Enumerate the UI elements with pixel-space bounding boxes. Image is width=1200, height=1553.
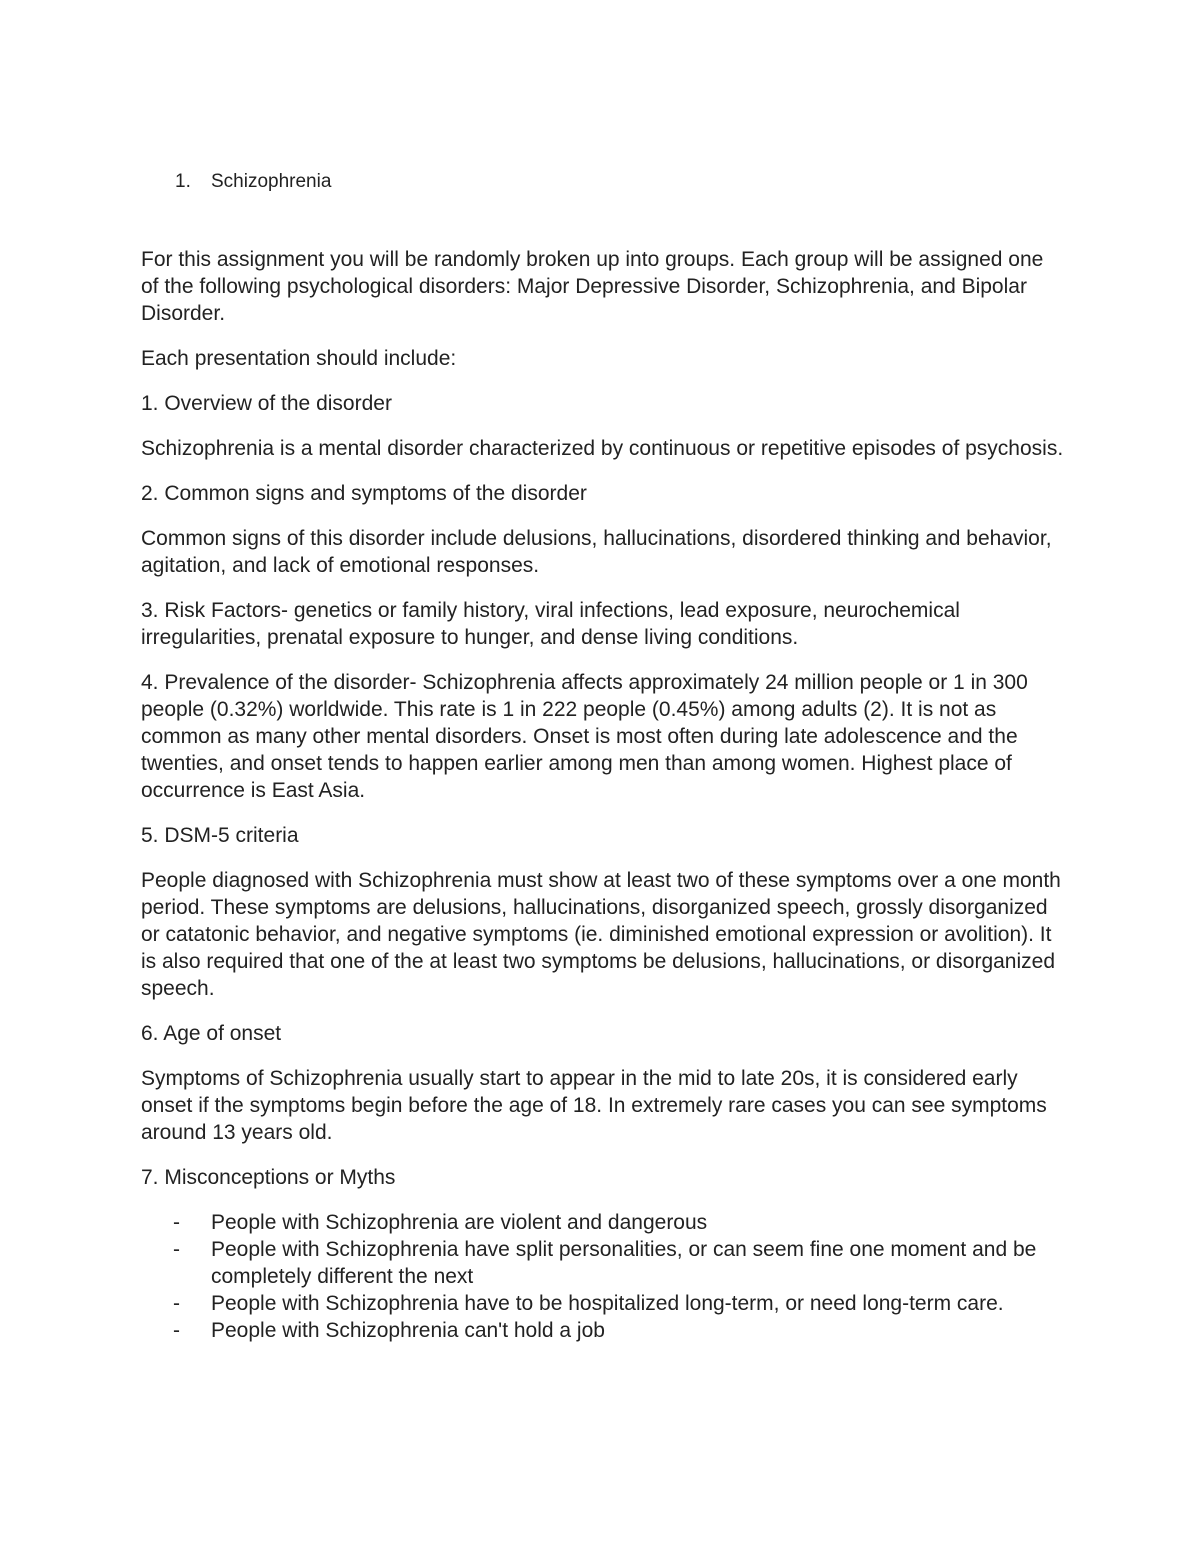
bullet-dash: - — [173, 1238, 180, 1261]
list-item-text: People with Schizophrenia are violent and dangerous — [211, 1211, 708, 1234]
document-title — [175, 168, 1066, 195]
section-body-overview: Schizophrenia is a mental disorder characterized by continuous or repetitive episodes of psychosis. — [141, 437, 1064, 460]
list-item — [141, 1290, 1066, 1317]
section-heading-age-onset: 6. Age of onset — [141, 1022, 282, 1045]
prevalence-paragraph: 4. Prevalence of the disorder- Schizophrenia affects approximately 24 million people or 1 in 300 people (0.32%) worldwide. This rate is 1 in 222 people (0.45%) among adults (2). It is not as common as many other mental disorders. Onset is most often during late adolescence and the twenties, and onset tends to happen earlier among men than among women. Highest place of occurrence is East Asia. — [141, 671, 1028, 802]
section-heading-dsm: 5. DSM-5 criteria — [141, 824, 299, 847]
section-body-symptoms: Common signs of this disorder include delusions, hallucinations, disordered thinking and behavior, agitation, and lack of emotional responses. — [141, 527, 1052, 577]
document-page — [141, 168, 1066, 1344]
title-text: Schizophrenia — [211, 171, 332, 192]
list-item-text: People with Schizophrenia can't hold a job — [211, 1319, 605, 1342]
list-item — [141, 1317, 1066, 1344]
bullet-dash: - — [173, 1319, 180, 1342]
list-item — [141, 1209, 1066, 1236]
bullet-dash: - — [173, 1292, 180, 1315]
myths-list — [141, 1209, 1066, 1344]
intro-paragraph: For this assignment you will be randomly broken up into groups. Each group will be assigned one of the following psychological disorders: Major Depressive Disorder, Schizophrenia, and Bipolar Disorder. — [141, 248, 1044, 325]
list-item-text: People with Schizophrenia have split personalities, or can seem fine one moment and be completely different the next — [211, 1238, 1037, 1288]
title-number: 1. — [175, 171, 191, 192]
should-include-text: Each presentation should include: — [141, 347, 457, 370]
risk-factors-paragraph: 3. Risk Factors- genetics or family history, viral infections, lead exposure, neurochemical irregularities, prenatal exposure to hunger, and dense living conditions. — [141, 599, 960, 649]
section-heading-myths: 7. Misconceptions or Myths — [141, 1166, 396, 1189]
section-heading-overview: 1. Overview of the disorder — [141, 392, 392, 415]
section-body-dsm: People diagnosed with Schizophrenia must show at least two of these symptoms over a one month period. These symptoms are delusions, hallucinations, disorganized speech, grossly disorganized or catatonic behavior, and negative symptoms (ie. diminished emotional expression or avolition). It is also required that one of the at least two symptoms be delusions, hallucinations, or disorganized speech. — [141, 869, 1061, 1000]
section-body-age-onset: Symptoms of Schizophrenia usually start to appear in the mid to late 20s, it is considered early onset if the symptoms begin before the age of 18. In extremely rare cases you can see symptoms around 13 years old. — [141, 1067, 1047, 1144]
bullet-dash: - — [173, 1211, 180, 1234]
section-heading-symptoms: 2. Common signs and symptoms of the disorder — [141, 482, 587, 505]
list-item-text: People with Schizophrenia have to be hospitalized long-term, or need long-term care. — [211, 1292, 1004, 1315]
list-item — [141, 1236, 1066, 1290]
